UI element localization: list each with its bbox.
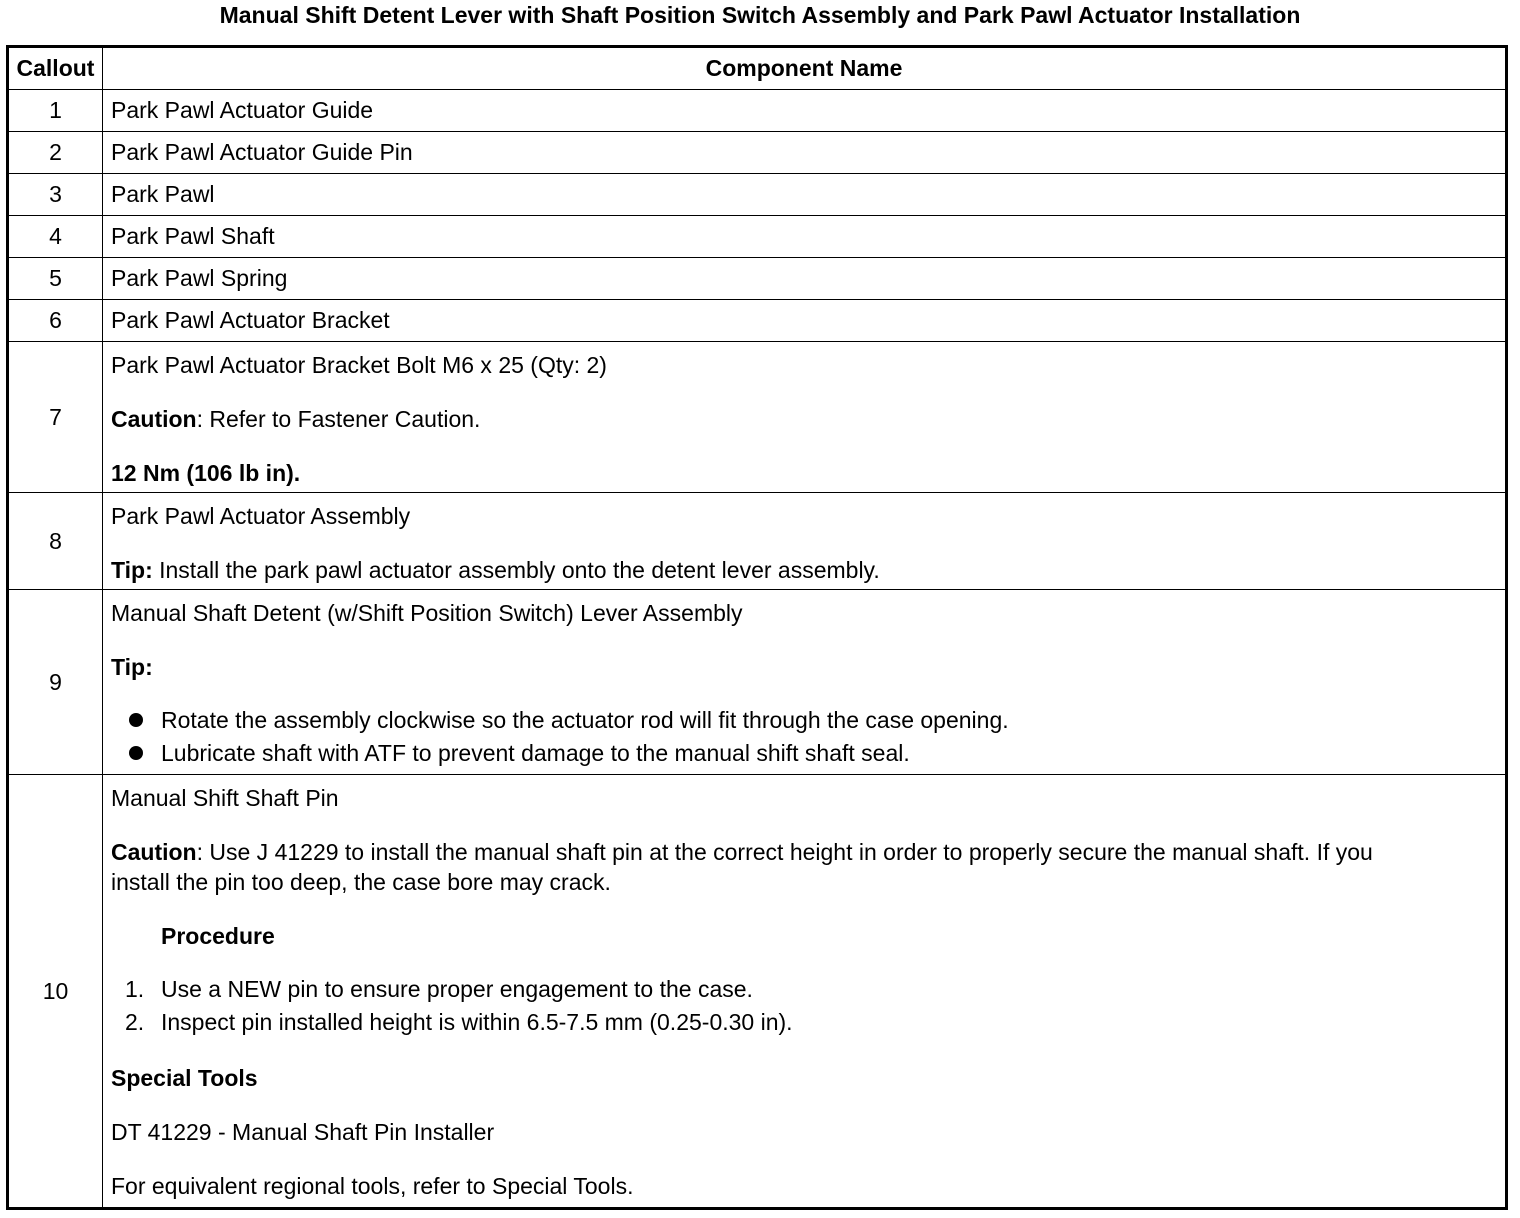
component-cell: Park Pawl Spring [103,258,1507,300]
component-cell: Park Pawl Actuator Guide [103,90,1507,132]
procedure-steps [111,973,1497,1039]
tip-note [111,555,1497,585]
table-row [8,342,1507,493]
special-tools-heading: Special Tools [111,1065,258,1091]
bullet-icon [129,713,143,727]
list-item: 2. Inspect pin installed height is within 6.5-7.5 mm (0.25-0.30 in). [125,1009,793,1035]
callout-cell: 6 [8,300,103,342]
callout-cell: 5 [8,258,103,300]
table-row [8,258,1507,300]
components-table [6,45,1508,1210]
tip-label: Tip: [111,654,153,680]
component-name: Manual Shaft Detent (w/Shift Position Switch) Lever Assembly [111,600,743,626]
tip-text: Install the park pawl actuator assembly onto the detent lever assembly. [152,557,880,583]
caution-note [111,837,1497,867]
caution-text: : Refer to Fastener Caution. [196,406,481,432]
callout-cell: 4 [8,216,103,258]
page-title: Manual Shift Detent Lever with Shaft Position Switch Assembly and Park Pawl Actuator Installation [219,2,1301,28]
caution-text-continued: install the pin too deep, the case bore may crack. [111,869,611,895]
component-cell: Park Pawl Actuator Guide Pin [103,132,1507,174]
callout-cell: 8 [8,493,103,590]
tip-label: Tip: [111,557,153,583]
table-row [8,216,1507,258]
table-row [8,174,1507,216]
list-item: Rotate the assembly clockwise so the actuator rod will fit through the case opening. [111,704,1497,737]
regional-tools-note: For equivalent regional tools, refer to Special Tools. [111,1173,634,1199]
list-item: 1. Use a NEW pin to ensure proper engagement to the case. [125,976,753,1002]
caution-label: Caution [111,406,197,432]
component-cell [103,493,1507,590]
callout-cell: 7 [8,342,103,493]
procedure-heading: Procedure [161,923,275,949]
component-cell [103,590,1507,775]
callout-cell: 9 [8,590,103,775]
callout-cell: 10 [8,775,103,1209]
component-cell: Park Pawl [103,174,1507,216]
table-row [8,775,1507,1209]
component-name: Manual Shift Shaft Pin [111,785,339,811]
tip-bullet-list [111,704,1497,770]
special-tool-item: DT 41229 - Manual Shaft Pin Installer [111,1119,495,1145]
component-name: Park Pawl Actuator Bracket Bolt M6 x 25 (Qty: 2) [111,352,607,378]
table-row [8,590,1507,775]
table-row [8,300,1507,342]
table-row [8,132,1507,174]
bullet-icon [129,746,143,760]
caution-text: : Use J 41229 to install the manual shaft pin at the correct height in order to properly secure the manual shaft. If you [196,839,1373,865]
component-cell [103,342,1507,493]
component-cell: Park Pawl Shaft [103,216,1507,258]
callout-cell: 1 [8,90,103,132]
callout-header: Callout [8,47,103,90]
table-row [8,90,1507,132]
component-cell [103,775,1507,1209]
component-name-header: Component Name [103,47,1507,90]
component-cell: Park Pawl Actuator Bracket [103,300,1507,342]
callout-cell: 3 [8,174,103,216]
component-name: Park Pawl Actuator Assembly [111,503,411,529]
table-row [8,493,1507,590]
callout-cell: 2 [8,132,103,174]
caution-label: Caution [111,839,197,865]
caution-note [111,404,1497,434]
list-item: Lubricate shaft with ATF to prevent damage to the manual shift shaft seal. [111,737,1497,770]
torque-spec: 12 Nm (106 lb in). [111,460,301,486]
table-header-row [8,47,1507,90]
